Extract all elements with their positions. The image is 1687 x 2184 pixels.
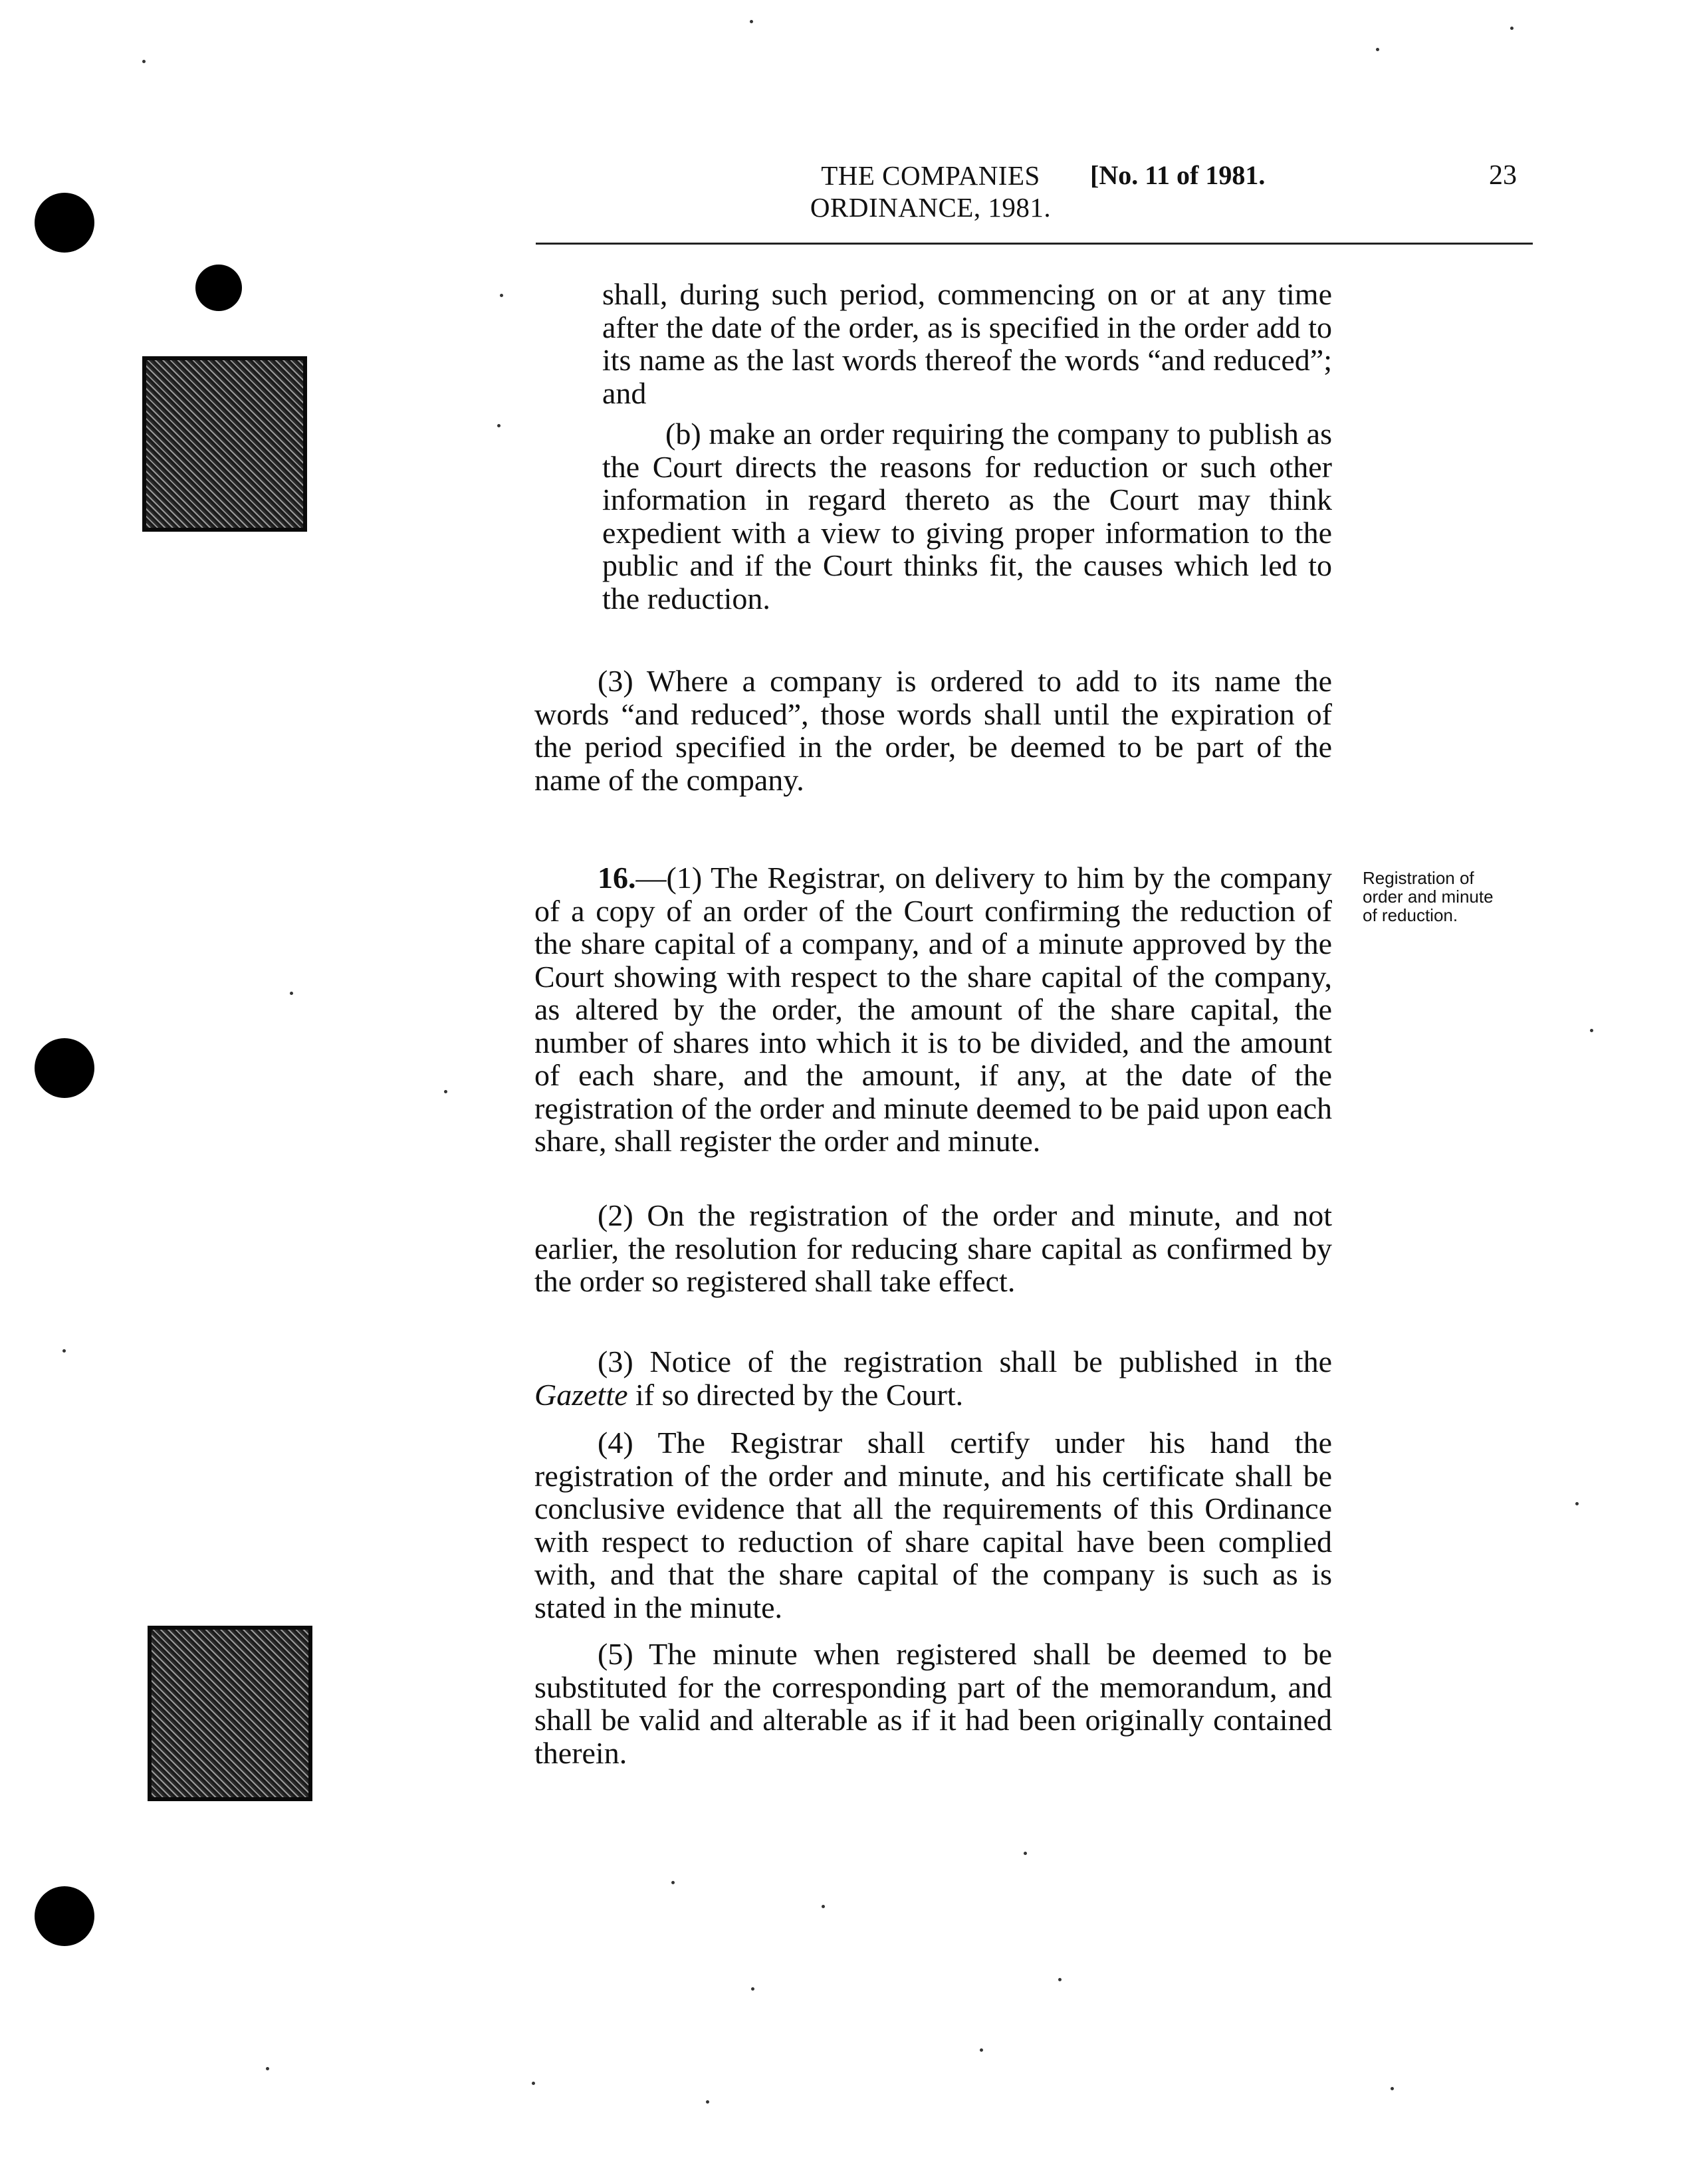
section-16-2-text: (2) On the registration of the order and minute, and not earlier, the resolution for reducing share capital as confirmed by the order so registered shall take effect. [534, 1198, 1332, 1298]
scan-speck [497, 424, 501, 427]
paragraph-continued: shall, during such period, commencing on or at any time after the date of the order, as is specified in the order add to its name as the last words thereof the words “and reduced”; and [602, 277, 1332, 410]
scan-patch-top [142, 356, 307, 532]
header-title-line1: THE COMPANIES [821, 160, 1040, 191]
section-16-5-text: (5) The minute when registered shall be deemed to be substituted for the corresponding part of the memorandum, and shall be valid and alterable as if it had been originally contained therein. [534, 1637, 1332, 1770]
subsection-3-text: (3) Where a company is ordered to add to its name the words “and reduced”, those words shall until the expiration of the period specified in the order, be deemed to be part of the name of the company. [534, 664, 1332, 797]
scan-speck [62, 1349, 66, 1353]
section-16-subsection-4 [534, 1426, 1332, 1624]
scan-speck [532, 2082, 535, 2085]
scan-speck [980, 2048, 983, 2052]
scan-speck [750, 20, 753, 23]
section-16-subsection-1 [534, 861, 1332, 1158]
scan-patch-bottom [148, 1626, 312, 1801]
section-16-1-text: —(1) The Registrar, on delivery to him by the company of a copy of an order of the Court confirming the reduction of the share capital of a company, and of a minute approved by the Court showing with respect to the share capital of the company, as altered by the order, the amount of the share capital, the number of shares into which it is to be divided, and the amount of each share, and the amount, if any, at the date of the registration of the order and minute deemed to be paid upon each share, shall register the order and minute. [534, 861, 1332, 1158]
margin-note [1363, 869, 1542, 925]
section-16-3-text-a: (3) Notice of the registration shall be published in the [598, 1345, 1332, 1378]
paragraph-b [602, 417, 1332, 615]
scan-speck [1575, 1502, 1579, 1505]
scan-speck [1590, 1029, 1593, 1032]
scan-speck [266, 2067, 269, 2070]
scan-speck [1058, 1978, 1062, 1981]
scan-speck [444, 1090, 447, 1093]
scan-speck [500, 294, 503, 297]
header-title-line2: ORDINANCE, 1981. [810, 192, 1052, 223]
margin-note-line2: order and minute [1363, 887, 1494, 907]
subsection-3 [534, 665, 1332, 796]
gazette-italic: Gazette [534, 1377, 628, 1412]
paragraph-b-text: (b) make an order requiring the company to publish as the Court directs the reasons for reduction or such other information in regard thereto as the Court may think expedient with a view to giving proper information to the public and if the Court thinks fit, the causes which led to the reduction. [602, 417, 1332, 615]
scan-speck [1391, 2087, 1394, 2090]
punch-hole-middle [35, 1038, 94, 1098]
running-header-title [778, 160, 1083, 223]
section-16-subsection-5 [534, 1638, 1332, 1769]
margin-note-line3: of reduction. [1363, 905, 1458, 925]
punch-hole-top [35, 193, 94, 253]
section-16-subsection-3 [534, 1345, 1332, 1411]
section-16-3-text-b: if so directed by the Court. [627, 1377, 964, 1412]
scan-speck [1024, 1852, 1027, 1855]
scan-speck [751, 1987, 754, 1991]
section-16-subsection-2 [534, 1199, 1332, 1298]
scan-speck [706, 2100, 709, 2104]
scan-speck [142, 60, 146, 63]
section-16-4-text: (4) The Registrar shall certify under his hand the registration of the order and minute, and his certificate shall be conclusive evidence that all the requirements of this Ordinance with respect to reduction of share capital have been complied with, and that the share capital of the company is such as is stated in the minute. [534, 1426, 1332, 1624]
punch-hole-bottom [35, 1886, 94, 1946]
scan-speck [1376, 48, 1379, 51]
punch-hole-small [195, 265, 242, 311]
margin-note-line1: Registration of [1363, 868, 1474, 888]
page-number: 23 [1489, 160, 1517, 191]
ordinance-number: [No. 11 of 1981. [1090, 160, 1266, 190]
scan-speck [671, 1881, 675, 1884]
section-number: 16. [598, 861, 636, 895]
scan-speck [1510, 27, 1514, 30]
scan-speck [290, 992, 293, 995]
header-rule [536, 243, 1533, 245]
scan-speck [822, 1905, 825, 1908]
